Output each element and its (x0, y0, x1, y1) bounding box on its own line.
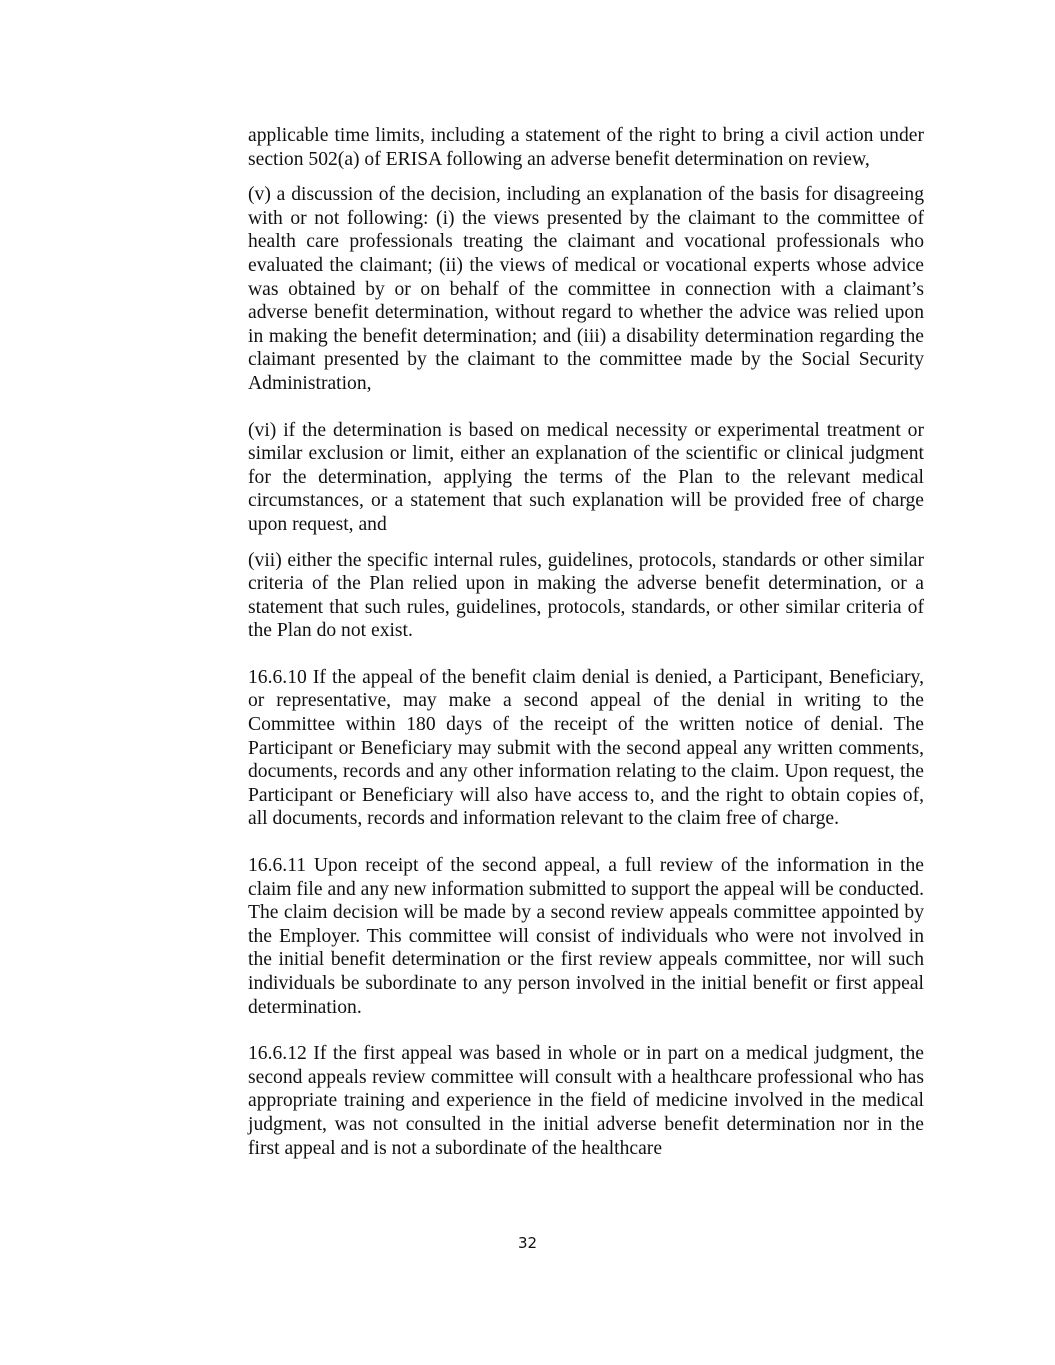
paragraph-16-6-12-medical-judgment: 16.6.12 If the first appeal was based in whole or in part on a medical judgment, the second appeals review committee will consult with a healthcare professional who has appropriate training and experience in the field of medicine involved in the medical judgment, was not consulted in the initial adverse benefit determination nor in the first appeal and is not a subordinate of the healthcare (248, 1043, 924, 1159)
paragraph-16-6-11-full-review: 16.6.11 Upon receipt of the second appeal, a full review of the information in the claim file and any new information submitted to support the appeal will be conducted. The claim decision will be made by a second review appeals committee appointed by the Employer. This committee will consist of individuals who were not involved in the initial benefit determination or the first review appeals committee, nor will such individuals be subordinate to any person involved in the initial benefit or first appeal determination. (248, 855, 924, 1018)
paragraph-16-6-10-second-appeal: 16.6.10 If the appeal of the benefit claim denial is denied, a Participant, Beneficiary, or representative, may make a second appeal of the denial in writing to the Committee within 180 days of the receipt of the written notice of denial. The Participant or Beneficiary may submit with the second appeal any written comments, documents, records and any other information relating to the claim. Upon request, the Participant or Beneficiary will also have access to, and the right to obtain copies of, all documents, records and information relevant to the claim free of charge. (248, 666, 924, 830)
paragraph-item-vi-medical-necessity: (vi) if the determination is based on medical necessity or experimental treatment or similar exclusion or limit, either an explanation of the scientific or clinical judgment for the determination, applying the terms of the Plan to the relevant medical circumstances, or a statement that such explanation will be provided free of charge upon request, and (248, 419, 924, 535)
document-page-body (248, 124, 924, 1160)
page-number: 32 (517, 1234, 538, 1252)
paragraph-item-vii-internal-rules: (vii) either the specific internal rules, guidelines, protocols, standards or other similar criteria of the Plan relied upon in making the adverse benefit determination, or a statement that such rules, guidelines, protocols, standards, or other similar criteria of the Plan do not exist. (248, 549, 924, 642)
paragraph-review-time-limits: applicable time limits, including a statement of the right to bring a civil action under section 502(a) of ERISA following an adverse benefit determination on review, (248, 125, 924, 170)
paragraph-item-v-discussion: (v) a discussion of the decision, including an explanation of the basis for disagreeing with or not following: (i) the views presented by the claimant to the committee of health care professionals treating the claimant and vocational professionals who evaluated the claimant; (ii) the views of medical or vocational experts whose advice was obtained by or on behalf of the committee in connection with a claimant’s adverse benefit determination, without regard to whether the advice was relied upon in making the benefit determination; and (iii) a disability determination regarding the claimant presented by the claimant to the committee made by the Social Security Administration, (248, 184, 924, 394)
